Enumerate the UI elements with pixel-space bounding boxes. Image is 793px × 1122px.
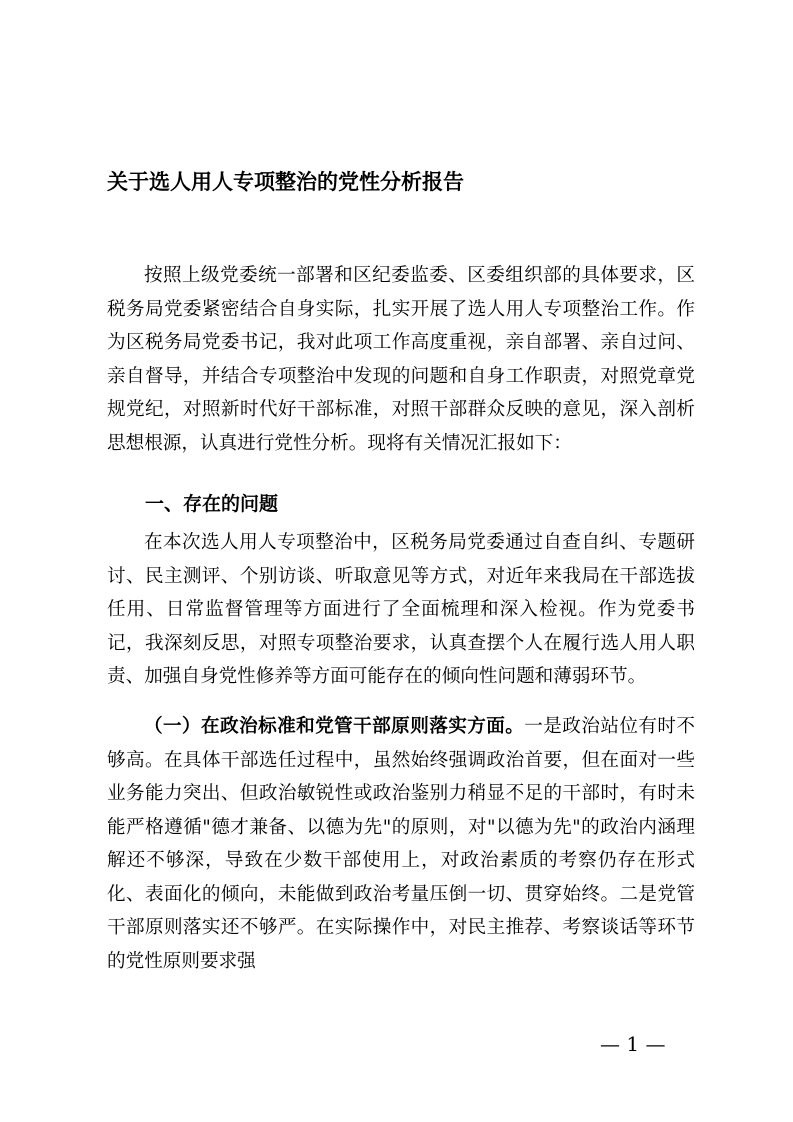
page-title: 关于选人用人专项整治的党性分析报告 <box>107 170 464 194</box>
section-intro-paragraph: 在本次选人用人专项整治中，区税务局党委通过自查自纠、专题研讨、民主测评、个别访谈、听取意见等方式，对近年来我局在干部选拔任用、日常监督管理等方面进行了全面梳理和深入检视。作为党委书记，我深刻反思，对照专项整治要求，认真查摆个人在履行选人用人职责、加强自身党性修养等方面可能存在的倾向性问题和薄弱环节。 <box>107 532 695 687</box>
subsection-text: 一是政治站位有时不够高。在具体干部选任过程中，虽然始终强调政治首要，但在面对一些业务能力突出、但政治敏锐性或政治鉴别力稍显不足的干部时，有时未能严格遵循"德才兼备、以德为先"的原则，对"以德为先"的政治内涵理解还不够深，导致在少数干部使用上，对政治素质的考察仍存在形式化、表面化的倾向，未能做到政治考量压倒一切、贯穿始终。二是党管干部原则落实还不够严。在实际操作中，对民主推荐、考察谈话等环节的党性原则要求强 <box>107 716 695 972</box>
subsection-paragraph <box>107 710 695 978</box>
page-number: — 1 — <box>600 1032 666 1056</box>
subsection-lead: （一）在政治标准和党管干部原则落实方面。 <box>144 716 525 737</box>
intro-paragraph: 按照上级党委统一部署和区纪委监委、区委组织部的具体要求，区税务局党委紧密结合自身实际，扎实开展了选人用人专项整治工作。作为区税务局党委书记，我对此项工作高度重视，亲自部署、亲自过问、亲自督导，并结合专项整治中发现的问题和自身工作职责，对照党章党规党纪，对照新时代好干部标准，对照干部群众反映的意见，深入剖析思想根源，认真进行党性分析。现将有关情况汇报如下： <box>107 265 695 454</box>
section-heading: 一、存在的问题 <box>145 493 279 515</box>
